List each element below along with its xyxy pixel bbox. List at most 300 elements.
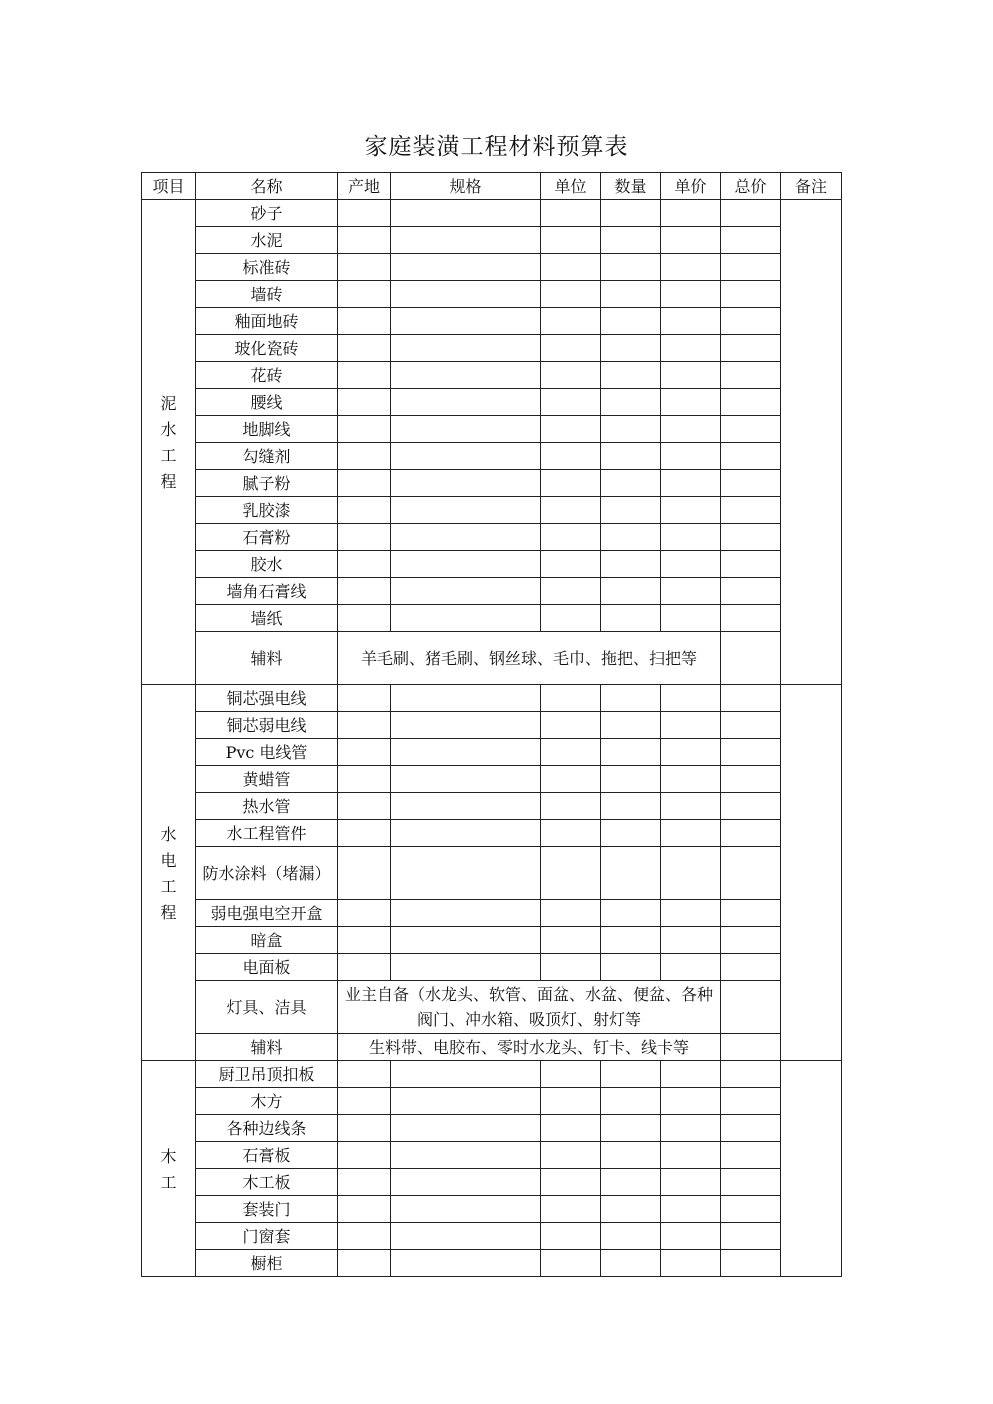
item-name: 腻子粉 — [196, 470, 338, 497]
empty-cell — [601, 470, 661, 497]
empty-cell — [338, 443, 391, 470]
empty-cell — [601, 847, 661, 900]
empty-cell — [721, 1223, 781, 1250]
empty-cell — [661, 308, 721, 335]
item-name: 弱电强电空开盒 — [196, 900, 338, 927]
empty-cell — [661, 497, 721, 524]
header-cell: 产地 — [338, 173, 391, 200]
empty-cell — [391, 847, 541, 900]
empty-cell — [541, 308, 601, 335]
empty-cell — [541, 227, 601, 254]
empty-cell — [338, 1223, 391, 1250]
empty-cell — [721, 685, 781, 712]
empty-cell — [721, 335, 781, 362]
table-row — [142, 820, 842, 847]
table-row — [142, 1169, 842, 1196]
item-name: 辅料 — [196, 1034, 338, 1061]
empty-cell — [338, 712, 391, 739]
table-row — [142, 281, 842, 308]
aux-description: 生料带、电胶布、零时水龙头、钉卡、线卡等 — [338, 1034, 721, 1061]
empty-cell — [541, 443, 601, 470]
empty-cell — [338, 1088, 391, 1115]
empty-cell — [661, 847, 721, 900]
empty-cell — [601, 1223, 661, 1250]
empty-cell — [661, 200, 721, 227]
item-name: 石膏板 — [196, 1142, 338, 1169]
remarks-cell — [781, 1061, 842, 1277]
empty-cell — [661, 900, 721, 927]
item-name: 厨卫吊顶扣板 — [196, 1061, 338, 1088]
item-name: 门窗套 — [196, 1223, 338, 1250]
empty-cell — [601, 497, 661, 524]
empty-cell — [721, 1115, 781, 1142]
empty-cell — [541, 820, 601, 847]
empty-cell — [541, 200, 601, 227]
empty-cell — [541, 497, 601, 524]
empty-cell — [391, 1169, 541, 1196]
header-cell: 规格 — [391, 173, 541, 200]
empty-cell — [391, 820, 541, 847]
empty-cell — [541, 1223, 601, 1250]
empty-cell — [661, 1223, 721, 1250]
table-row — [142, 739, 842, 766]
empty-cell — [541, 605, 601, 632]
empty-cell — [661, 820, 721, 847]
empty-cell — [601, 362, 661, 389]
fixture-description: 业主自备（水龙头、软管、面盆、水盆、便盆、各种阀门、冲水箱、吸顶灯、射灯等 — [338, 981, 721, 1034]
empty-cell — [601, 578, 661, 605]
empty-cell — [661, 1169, 721, 1196]
empty-cell — [338, 1169, 391, 1196]
empty-cell — [601, 524, 661, 551]
empty-cell — [601, 900, 661, 927]
empty-cell — [661, 954, 721, 981]
empty-cell — [721, 1169, 781, 1196]
empty-cell — [601, 954, 661, 981]
empty-cell — [541, 900, 601, 927]
table-row — [142, 954, 842, 981]
empty-cell — [338, 578, 391, 605]
item-name: 铜芯弱电线 — [196, 712, 338, 739]
empty-cell — [601, 1250, 661, 1277]
empty-cell — [338, 820, 391, 847]
empty-cell — [541, 389, 601, 416]
empty-cell — [541, 1088, 601, 1115]
item-name: Pvc 电线管 — [196, 739, 338, 766]
empty-cell — [541, 551, 601, 578]
empty-cell — [721, 200, 781, 227]
item-name: 套装门 — [196, 1196, 338, 1223]
table-row — [142, 497, 842, 524]
empty-cell — [661, 685, 721, 712]
empty-cell — [661, 712, 721, 739]
empty-cell — [661, 551, 721, 578]
empty-cell — [338, 793, 391, 820]
empty-cell — [338, 1196, 391, 1223]
table-row — [142, 793, 842, 820]
table-row — [142, 712, 842, 739]
empty-cell — [338, 497, 391, 524]
empty-cell — [391, 766, 541, 793]
empty-cell — [601, 389, 661, 416]
table-row — [142, 605, 842, 632]
category-cell — [142, 685, 196, 1061]
empty-cell — [601, 335, 661, 362]
empty-cell — [391, 200, 541, 227]
empty-cell — [661, 1250, 721, 1277]
empty-cell — [661, 362, 721, 389]
empty-cell — [601, 281, 661, 308]
table-row — [142, 981, 842, 1034]
empty-cell — [661, 1088, 721, 1115]
empty-cell — [391, 900, 541, 927]
empty-cell — [601, 200, 661, 227]
item-name: 辅料 — [196, 632, 338, 685]
empty-cell — [338, 605, 391, 632]
empty-cell — [338, 470, 391, 497]
empty-cell — [391, 254, 541, 281]
empty-cell — [541, 362, 601, 389]
item-name: 橱柜 — [196, 1250, 338, 1277]
empty-cell — [661, 254, 721, 281]
header-cell: 单位 — [541, 173, 601, 200]
empty-cell — [601, 820, 661, 847]
empty-cell — [541, 927, 601, 954]
table-row — [142, 443, 842, 470]
header-cell: 备注 — [781, 173, 842, 200]
empty-cell — [541, 1061, 601, 1088]
empty-cell — [721, 632, 781, 685]
header-row — [142, 173, 842, 200]
table-row — [142, 389, 842, 416]
empty-cell — [721, 524, 781, 551]
item-name: 石膏粉 — [196, 524, 338, 551]
item-name: 胶水 — [196, 551, 338, 578]
empty-cell — [391, 1250, 541, 1277]
empty-cell — [391, 308, 541, 335]
empty-cell — [661, 739, 721, 766]
empty-cell — [338, 524, 391, 551]
header-cell: 名称 — [196, 173, 338, 200]
empty-cell — [391, 470, 541, 497]
empty-cell — [541, 254, 601, 281]
item-name: 各种边线条 — [196, 1115, 338, 1142]
empty-cell — [721, 927, 781, 954]
empty-cell — [338, 281, 391, 308]
table-row — [142, 227, 842, 254]
empty-cell — [391, 335, 541, 362]
empty-cell — [541, 954, 601, 981]
empty-cell — [601, 605, 661, 632]
item-name: 水工程管件 — [196, 820, 338, 847]
empty-cell — [338, 1250, 391, 1277]
empty-cell — [541, 847, 601, 900]
item-name: 标准砖 — [196, 254, 338, 281]
empty-cell — [391, 497, 541, 524]
empty-cell — [338, 200, 391, 227]
empty-cell — [391, 1223, 541, 1250]
empty-cell — [661, 1115, 721, 1142]
empty-cell — [721, 254, 781, 281]
item-name: 热水管 — [196, 793, 338, 820]
empty-cell — [541, 1142, 601, 1169]
empty-cell — [721, 766, 781, 793]
empty-cell — [601, 1196, 661, 1223]
empty-cell — [338, 954, 391, 981]
empty-cell — [338, 1142, 391, 1169]
empty-cell — [661, 578, 721, 605]
empty-cell — [661, 927, 721, 954]
table-row — [142, 578, 842, 605]
empty-cell — [661, 227, 721, 254]
empty-cell — [391, 605, 541, 632]
table-row — [142, 1142, 842, 1169]
table-row — [142, 1088, 842, 1115]
empty-cell — [338, 766, 391, 793]
empty-cell — [721, 470, 781, 497]
empty-cell — [661, 335, 721, 362]
empty-cell — [391, 685, 541, 712]
item-name: 灯具、洁具 — [196, 981, 338, 1034]
category-label: 木工 — [160, 1146, 177, 1192]
empty-cell — [661, 470, 721, 497]
category-label: 泥水工程 — [160, 394, 177, 491]
empty-cell — [391, 954, 541, 981]
empty-cell — [338, 416, 391, 443]
aux-description: 羊毛刷、猪毛刷、钢丝球、毛巾、拖把、扫把等 — [338, 632, 721, 685]
empty-cell — [541, 793, 601, 820]
empty-cell — [391, 578, 541, 605]
empty-cell — [541, 739, 601, 766]
remarks-cell — [781, 200, 842, 685]
empty-cell — [391, 524, 541, 551]
table-row — [142, 1196, 842, 1223]
empty-cell — [391, 1196, 541, 1223]
table-row — [142, 524, 842, 551]
item-name: 木方 — [196, 1088, 338, 1115]
empty-cell — [391, 551, 541, 578]
empty-cell — [721, 551, 781, 578]
table-row — [142, 1034, 842, 1061]
empty-cell — [338, 900, 391, 927]
table-row — [142, 766, 842, 793]
empty-cell — [721, 416, 781, 443]
empty-cell — [601, 227, 661, 254]
empty-cell — [338, 739, 391, 766]
empty-cell — [391, 281, 541, 308]
empty-cell — [601, 739, 661, 766]
empty-cell — [601, 443, 661, 470]
empty-cell — [721, 981, 781, 1034]
table-row — [142, 927, 842, 954]
empty-cell — [391, 227, 541, 254]
empty-cell — [338, 308, 391, 335]
table-row — [142, 362, 842, 389]
item-name: 木工板 — [196, 1169, 338, 1196]
item-name: 水泥 — [196, 227, 338, 254]
budget-table — [141, 172, 842, 1277]
item-name: 墙纸 — [196, 605, 338, 632]
empty-cell — [541, 578, 601, 605]
empty-cell — [721, 227, 781, 254]
table-row — [142, 1250, 842, 1277]
empty-cell — [541, 335, 601, 362]
empty-cell — [391, 793, 541, 820]
empty-cell — [721, 900, 781, 927]
table-row — [142, 470, 842, 497]
empty-cell — [721, 739, 781, 766]
table-row — [142, 1061, 842, 1088]
empty-cell — [721, 1034, 781, 1061]
empty-cell — [391, 389, 541, 416]
empty-cell — [601, 1061, 661, 1088]
empty-cell — [721, 362, 781, 389]
item-name: 腰线 — [196, 389, 338, 416]
empty-cell — [541, 470, 601, 497]
empty-cell — [661, 1196, 721, 1223]
document-title: 家庭装潢工程材料预算表 — [364, 134, 629, 160]
empty-cell — [338, 1115, 391, 1142]
empty-cell — [661, 416, 721, 443]
empty-cell — [661, 389, 721, 416]
empty-cell — [338, 389, 391, 416]
empty-cell — [721, 820, 781, 847]
empty-cell — [721, 578, 781, 605]
empty-cell — [721, 847, 781, 900]
item-name: 玻化瓷砖 — [196, 335, 338, 362]
empty-cell — [541, 281, 601, 308]
empty-cell — [541, 524, 601, 551]
table-row — [142, 254, 842, 281]
table-row — [142, 1115, 842, 1142]
empty-cell — [721, 1196, 781, 1223]
empty-cell — [541, 712, 601, 739]
empty-cell — [661, 524, 721, 551]
item-name: 黄蜡管 — [196, 766, 338, 793]
empty-cell — [391, 416, 541, 443]
empty-cell — [721, 1061, 781, 1088]
empty-cell — [661, 793, 721, 820]
empty-cell — [661, 1142, 721, 1169]
item-name: 砂子 — [196, 200, 338, 227]
empty-cell — [601, 793, 661, 820]
item-name: 釉面地砖 — [196, 308, 338, 335]
empty-cell — [601, 685, 661, 712]
empty-cell — [661, 443, 721, 470]
table-row — [142, 200, 842, 227]
empty-cell — [601, 1115, 661, 1142]
empty-cell — [391, 739, 541, 766]
header-cell: 单价 — [661, 173, 721, 200]
empty-cell — [661, 281, 721, 308]
empty-cell — [721, 1250, 781, 1277]
empty-cell — [391, 1061, 541, 1088]
table-row — [142, 685, 842, 712]
item-name: 暗盒 — [196, 927, 338, 954]
empty-cell — [391, 1115, 541, 1142]
empty-cell — [601, 1088, 661, 1115]
empty-cell — [721, 605, 781, 632]
empty-cell — [661, 766, 721, 793]
item-name: 防水涂料（堵漏） — [196, 847, 338, 900]
empty-cell — [661, 1061, 721, 1088]
header-cell: 总价 — [721, 173, 781, 200]
empty-cell — [721, 1088, 781, 1115]
item-name: 乳胶漆 — [196, 497, 338, 524]
empty-cell — [338, 927, 391, 954]
category-cell — [142, 1061, 196, 1277]
table-row — [142, 308, 842, 335]
category-label: 水电工程 — [160, 824, 177, 922]
empty-cell — [721, 443, 781, 470]
empty-cell — [391, 1142, 541, 1169]
table-row — [142, 632, 842, 685]
empty-cell — [338, 335, 391, 362]
empty-cell — [338, 254, 391, 281]
item-name: 铜芯强电线 — [196, 685, 338, 712]
empty-cell — [721, 712, 781, 739]
empty-cell — [721, 308, 781, 335]
empty-cell — [541, 1196, 601, 1223]
empty-cell — [721, 497, 781, 524]
empty-cell — [338, 551, 391, 578]
empty-cell — [601, 254, 661, 281]
empty-cell — [601, 927, 661, 954]
empty-cell — [721, 281, 781, 308]
empty-cell — [391, 443, 541, 470]
empty-cell — [391, 1088, 541, 1115]
category-cell — [142, 200, 196, 685]
empty-cell — [721, 389, 781, 416]
empty-cell — [338, 685, 391, 712]
empty-cell — [601, 712, 661, 739]
empty-cell — [541, 685, 601, 712]
empty-cell — [601, 766, 661, 793]
empty-cell — [391, 712, 541, 739]
empty-cell — [721, 1142, 781, 1169]
empty-cell — [541, 766, 601, 793]
empty-cell — [541, 1169, 601, 1196]
empty-cell — [338, 847, 391, 900]
empty-cell — [338, 227, 391, 254]
empty-cell — [601, 1142, 661, 1169]
header-cell: 数量 — [601, 173, 661, 200]
remarks-cell — [781, 685, 842, 1061]
empty-cell — [721, 793, 781, 820]
item-name: 地脚线 — [196, 416, 338, 443]
table-row — [142, 335, 842, 362]
empty-cell — [391, 927, 541, 954]
item-name: 墙砖 — [196, 281, 338, 308]
empty-cell — [338, 1061, 391, 1088]
empty-cell — [338, 362, 391, 389]
table-row — [142, 1223, 842, 1250]
empty-cell — [541, 416, 601, 443]
header-cell: 项目 — [142, 173, 196, 200]
item-name: 电面板 — [196, 954, 338, 981]
empty-cell — [391, 362, 541, 389]
table-row — [142, 416, 842, 443]
table-row — [142, 900, 842, 927]
empty-cell — [601, 308, 661, 335]
table-row — [142, 847, 842, 900]
empty-cell — [541, 1250, 601, 1277]
item-name: 花砖 — [196, 362, 338, 389]
empty-cell — [661, 605, 721, 632]
empty-cell — [601, 416, 661, 443]
table-row — [142, 551, 842, 578]
item-name: 勾缝剂 — [196, 443, 338, 470]
